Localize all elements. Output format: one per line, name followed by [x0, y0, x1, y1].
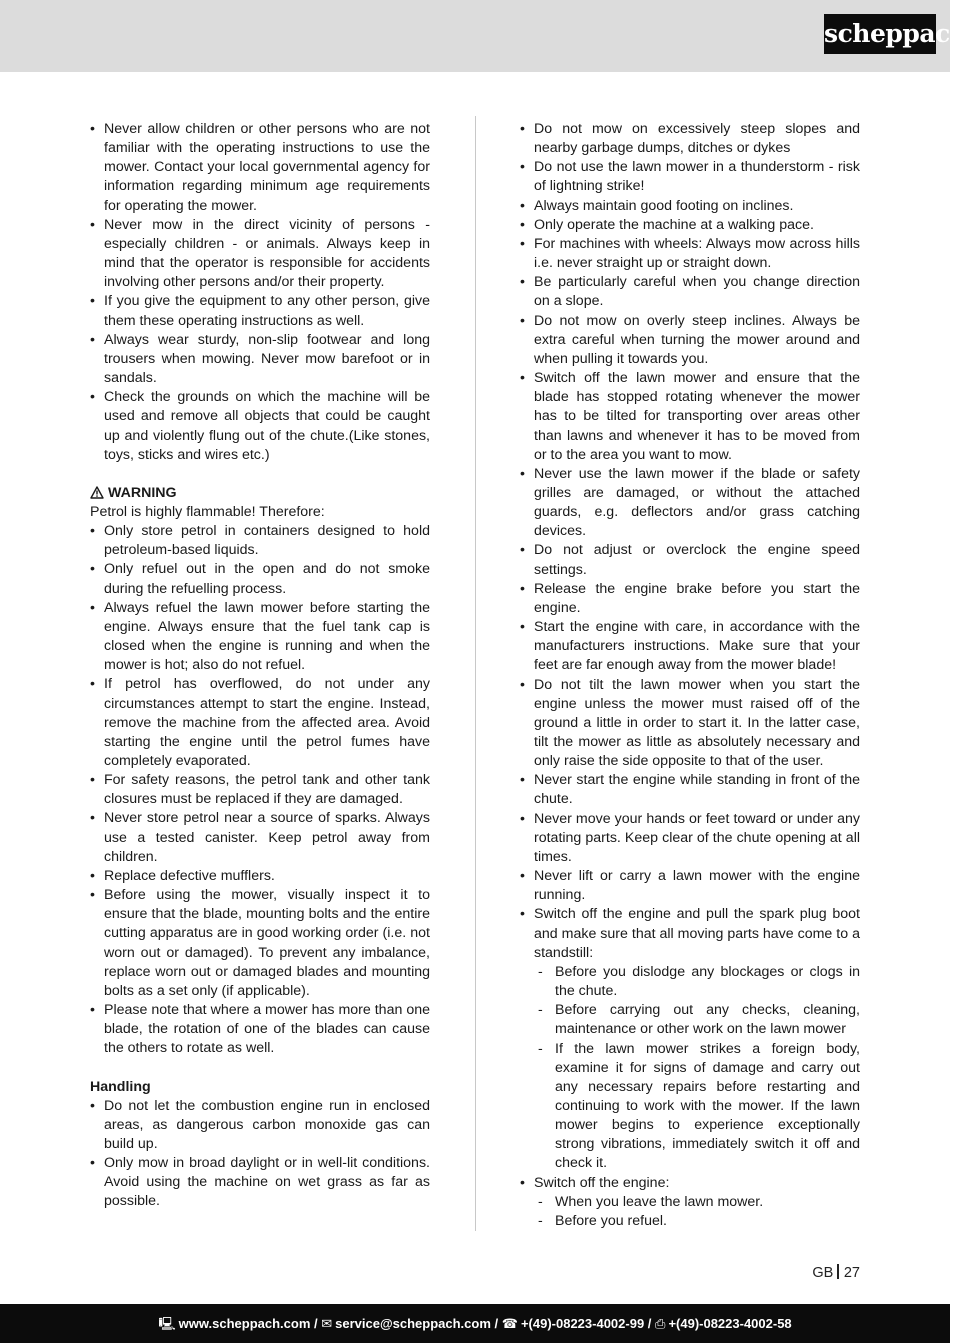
sub-list-item: - Before you refuel. [538, 1212, 860, 1231]
column-divider [475, 116, 476, 1231]
list-item: • Do not mow on excessively steep slopes and nearby garbage dumps, ditches or dykes [520, 120, 860, 158]
page-lang: GB [812, 1265, 834, 1281]
list-item: • Never start the engine while standing in front of the chute. [520, 771, 860, 809]
list-item: • Switch off the lawn mower and ensure that the blade has stopped rotating whenever the mower has to be tilted for transporting over areas other than lawns and whenever it has to be moved from or to the area you want to mow. [520, 369, 860, 465]
list-item: • Start the engine with care, in accordance with the manufacturers instructions. Make sure that your feet are far enough away from the mower blade! [520, 618, 860, 675]
list-item: • Only store petrol in containers designed to hold petroleum-based liquids. [90, 522, 430, 560]
warning-triangle-icon [90, 486, 104, 499]
warning-heading [90, 484, 430, 503]
list-item: • Release the engine brake before you start the engine. [520, 580, 860, 618]
list-item: • Replace defective mufflers. [90, 867, 430, 886]
footer-web: www.scheppach.com / [178, 1316, 318, 1331]
computer-icon: 🖳 [158, 1316, 176, 1331]
page-number-value: 27 [843, 1265, 860, 1281]
left-column [90, 120, 430, 1212]
page-footer [0, 1304, 950, 1343]
sub-list [534, 1193, 860, 1231]
warning-intro: Petrol is highly flammable! Therefore: [90, 503, 325, 520]
footer-email: service@scheppach.com / [335, 1316, 499, 1331]
warning-list [90, 522, 430, 1058]
sub-list-item: - Before carrying out any checks, cleaning, maintenance or other work on the lawn mower [538, 1001, 860, 1039]
list-item: • Check the grounds on which the machine will be used and remove all objects that could be caught up and violently flung out of the chute.(Like stones, toys, sticks and wires etc.) [90, 388, 430, 465]
list-item: • Do not tilt the lawn mower when you start the engine unless the mower must raised off of the ground a little in order to start it. In the latter case, tilt the mower as little as absolutely necessary and only raise the side opposite to that of the user. [520, 676, 860, 772]
footer-fax: +(49)-08223-4002-58 [668, 1316, 792, 1331]
list-item: • Do not adjust or overclock the engine speed settings. [520, 541, 860, 579]
list-item: • Do not mow on overly steep inclines. Always be extra careful when turning the mower around and when pulling it towards you. [520, 312, 860, 369]
sub-list-item: - Before you dislodge any blockages or clogs in the chute. [538, 963, 860, 1001]
list-item: • Always refuel the lawn mower before starting the engine. Always ensure that the fuel tank cap is closed when the engine is running and when the mower is hot; also do not refuel. [90, 599, 430, 676]
list-item: • Do not let the combustion engine run in enclosed areas, as dangerous carbon monoxide gas can build up. [90, 1097, 430, 1154]
list-item: • Only operate the machine at a walking pace. [520, 216, 860, 235]
list-item: • Be particularly careful when you change direction on a slope. [520, 273, 860, 311]
list-item-text: • Switch off the engine: [534, 1174, 670, 1191]
list-item: • Only mow in broad daylight or in well-lit conditions. Avoid using the machine on wet grass as far as possible. [90, 1154, 430, 1211]
right-column [520, 120, 860, 1231]
safety-list [520, 120, 860, 1231]
list-item: • Never use the lawn mower if the blade or safety grilles are damaged, or without the attached guards, e.g. deflectors and/or grass catching devices. [520, 465, 860, 542]
page-number [812, 1264, 860, 1281]
list-item: • Never allow children or other persons who are not familiar with the operating instructions to use the mower. Contact your local governmental agency for information regarding minimum age requirements for operating the mower. [90, 120, 430, 216]
handling-heading: Handling [90, 1078, 151, 1095]
list-item-text: • Switch off the engine and pull the spark plug boot and make sure that all moving parts have come to a standstill: [534, 906, 860, 961]
list-item: • Before using the mower, visually inspect it to ensure that the blade, mounting bolts and the entire cutting apparatus are in good working order (i.e. not worn out or damaged). To prevent any imbalance, replace worn out or damaged blades and mounting bolts as a set only (if applicable). [90, 886, 430, 1001]
warning-title: WARNING [108, 484, 177, 501]
phone-icon: ☎ [501, 1316, 518, 1331]
sub-list [534, 963, 860, 1174]
list-item: • If petrol has overflowed, do not under any circumstances attempt to start the engine. Instead, remove the machine from the affected area. Avoid starting the engine until the petrol fumes have completely evaporated. [90, 675, 430, 771]
email-icon: ✉ [321, 1316, 333, 1331]
list-item: • For safety reasons, the petrol tank and other tank closures must be replaced if they are damaged. [90, 771, 430, 809]
list-item: • Always wear sturdy, non-slip footwear and long trousers when mowing. Never mow barefoot or in sandals. [90, 331, 430, 388]
sub-list-item: - When you leave the lawn mower. [538, 1193, 860, 1212]
list-item: • Always maintain good footing on inclines. [520, 197, 860, 216]
fax-icon: ⎙ [655, 1316, 666, 1331]
list-item: • For machines with wheels: Always mow across hills i.e. never straight up or straight down. [520, 235, 860, 273]
list-item: • Only refuel out in the open and do not smoke during the refuelling process. [90, 560, 430, 598]
list-item: • Do not use the lawn mower in a thunderstorm - risk of lightning strike! [520, 158, 860, 196]
list-item: • Never lift or carry a lawn mower with the engine running. [520, 867, 860, 905]
intro-list [90, 120, 430, 465]
list-item: • Never move your hands or feet toward or under any rotating parts. Keep clear of the chute opening at all times. [520, 810, 860, 867]
list-item: • Never mow in the direct vicinity of persons - especially children - or animals. Always keep in mind that the operator is responsible for accidents involving other persons and/or their property. [90, 216, 430, 293]
sub-list-item: - If the lawn mower strikes a foreign body, examine it for signs of damage and carry out any necessary repairs before restarting and continuing to work with the mower. If the lawn mower begins to experience exceptionally strong vibrations, immediately switch it off and check it. [538, 1040, 860, 1174]
list-item: • Please note that where a mower has more than one blade, the rotation of one of the blades can cause the others to rotate as well. [90, 1001, 430, 1058]
list-item: • Never store petrol near a source of sparks. Always use a tested canister. Keep petrol away from children. [90, 809, 430, 866]
list-item [520, 905, 860, 1173]
list-item: • If you give the equipment to any other person, give them these operating instructions as well. [90, 292, 430, 330]
page-header [0, 0, 967, 72]
footer-phone: +(49)-08223-4002-99 / [520, 1316, 652, 1331]
handling-list [90, 1097, 430, 1212]
list-item [520, 1174, 860, 1231]
brand-logo: scheppach [824, 14, 936, 54]
